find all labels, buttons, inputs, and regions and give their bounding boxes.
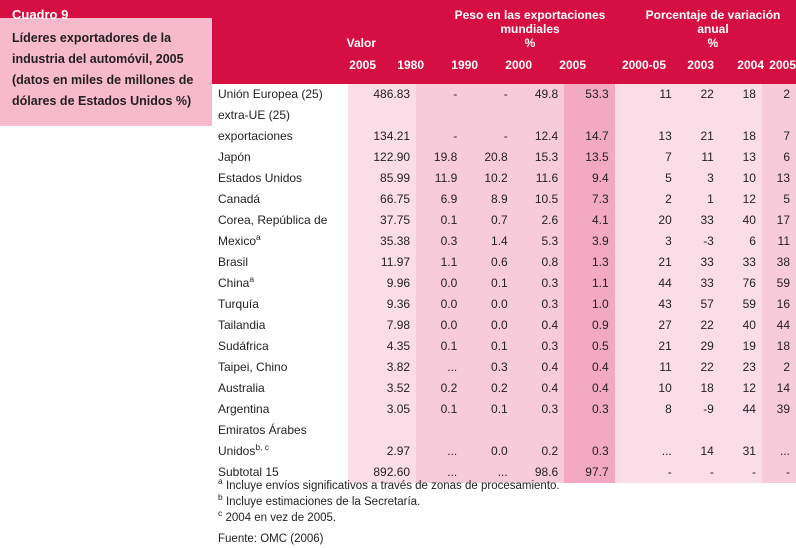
cell-value: 16 [762, 294, 796, 315]
cell-value: 3.52 [348, 378, 416, 399]
header-col-1980: 1980 [397, 58, 424, 72]
header-value-label: Valor [346, 36, 376, 50]
cell-value: 6.9 [416, 189, 463, 210]
row-label: Argentina [212, 399, 348, 420]
header-col-2005-annual: 2005 [769, 58, 796, 72]
cell-value: 21 [678, 126, 720, 147]
cell-spacer [514, 420, 564, 441]
cell-value: 0.0 [463, 294, 513, 315]
row-label: Mexico$^a$ [212, 231, 348, 252]
cell-value: - [463, 126, 513, 147]
cell-value: 12.4 [514, 126, 564, 147]
cell-value: 486.83 [348, 84, 416, 105]
cell-value: 0.3 [514, 294, 564, 315]
cell-value: 66.75 [348, 189, 416, 210]
cell-value: 20.8 [463, 147, 513, 168]
cell-value: 37.75 [348, 210, 416, 231]
cell-value: 1 [678, 189, 720, 210]
row-label: Australia [212, 378, 348, 399]
cell-value: 0.3 [564, 441, 614, 462]
cell-value: 1.1 [564, 273, 614, 294]
cell-value: 18 [720, 84, 762, 105]
cell-value: 0.9 [564, 315, 614, 336]
cell-value: 19 [720, 336, 762, 357]
cell-spacer [720, 105, 762, 126]
row-label: Subtotal 15 [212, 462, 348, 483]
cell-spacer [720, 420, 762, 441]
header-col-2000: 2000 [505, 58, 532, 72]
cell-value: 59 [762, 273, 796, 294]
cell-value: 33 [678, 210, 720, 231]
cell-value: 0.3 [463, 357, 513, 378]
cell-value: 0.2 [463, 378, 513, 399]
cell-value: 23 [720, 357, 762, 378]
cell-value: 0.4 [564, 357, 614, 378]
cell-value: 6 [720, 231, 762, 252]
row-label: Estados Unidos [212, 168, 348, 189]
cell-value: 7 [615, 147, 678, 168]
cell-value: 39 [762, 399, 796, 420]
cell-value: - [678, 462, 720, 483]
cell-value: 0.3 [514, 336, 564, 357]
cell-value: 0.1 [463, 336, 513, 357]
footnotes [212, 478, 796, 547]
table-row [212, 315, 796, 336]
cell-value: 0.1 [416, 336, 463, 357]
cell-spacer [348, 105, 416, 126]
cell-value: 0.2 [416, 378, 463, 399]
cell-value: 35.38 [348, 231, 416, 252]
cell-value: 892.60 [348, 462, 416, 483]
cell-spacer [615, 105, 678, 126]
table-row [212, 147, 796, 168]
cell-value: 0.3 [514, 399, 564, 420]
table-row [212, 231, 796, 252]
cell-value: 29 [678, 336, 720, 357]
cell-spacer [678, 420, 720, 441]
cell-value: -9 [678, 399, 720, 420]
cell-spacer [762, 420, 796, 441]
cell-value: 9.96 [348, 273, 416, 294]
cell-value: 1.3 [564, 252, 614, 273]
cell-value: 5 [762, 189, 796, 210]
cell-value: 2 [762, 357, 796, 378]
table-row [212, 441, 796, 462]
table-row [212, 273, 796, 294]
cell-spacer [416, 105, 463, 126]
cell-spacer [514, 105, 564, 126]
table-row [212, 210, 796, 231]
cell-value: 40 [720, 210, 762, 231]
cell-value: 5.3 [514, 231, 564, 252]
cell-value: 1.4 [463, 231, 513, 252]
cell-value: 0.3 [514, 273, 564, 294]
cell-value: 0.0 [463, 315, 513, 336]
cell-value: 5 [615, 168, 678, 189]
cell-value: 40 [720, 315, 762, 336]
table-caption: Líderes exportadores de la industria del automóvil, 2005 (datos en miles de millones de dólares de Estados Unidos %) [0, 18, 212, 126]
cell-value: 0.4 [514, 378, 564, 399]
header-col-1990: 1990 [451, 58, 478, 72]
cell-value: - [463, 84, 513, 105]
table-row [212, 126, 796, 147]
cell-value: 0.3 [416, 231, 463, 252]
cell-value: 3.9 [564, 231, 614, 252]
cell-value: 44 [720, 399, 762, 420]
cell-value: 3.82 [348, 357, 416, 378]
cell-value: 2 [762, 84, 796, 105]
cell-value: 0.1 [416, 399, 463, 420]
cell-value: 53.3 [564, 84, 614, 105]
header-group-annual-change-pct: % [707, 36, 719, 50]
cell-value: 1.0 [564, 294, 614, 315]
row-label: Turquía [212, 294, 348, 315]
cell-value: 2 [615, 189, 678, 210]
cell-value: 22 [678, 357, 720, 378]
cell-value: 7.98 [348, 315, 416, 336]
table-row [212, 399, 796, 420]
cell-value: 13.5 [564, 147, 614, 168]
table-row-continuation [212, 105, 796, 126]
cell-value: 134.21 [348, 126, 416, 147]
cell-value: 18 [720, 126, 762, 147]
cell-value: 9.36 [348, 294, 416, 315]
source-line [212, 526, 796, 547]
table-number: Cuadro 9 [0, 0, 212, 18]
cell-value: 18 [762, 336, 796, 357]
cell-value: 13 [615, 126, 678, 147]
cell-value: 4.35 [348, 336, 416, 357]
cell-value: 10 [720, 168, 762, 189]
cell-value: 0.3 [564, 399, 614, 420]
cell-spacer [416, 420, 463, 441]
cell-value: 20 [615, 210, 678, 231]
source-organization: OMC [260, 533, 288, 545]
cell-value: 0.0 [416, 315, 463, 336]
cell-value: 18 [678, 378, 720, 399]
table-row [212, 252, 796, 273]
row-label: Taipei, Chino [212, 357, 348, 378]
cell-value: ... [416, 357, 463, 378]
cell-value: 44 [615, 273, 678, 294]
cell-spacer [463, 105, 513, 126]
cell-value: 11 [678, 147, 720, 168]
row-label: China$^a$ [212, 273, 348, 294]
cell-value: 9.4 [564, 168, 614, 189]
cell-value: 10.2 [463, 168, 513, 189]
cell-value: - [762, 462, 796, 483]
header-group-world-share-pct: % [524, 36, 536, 50]
cell-value: 7.3 [564, 189, 614, 210]
cell-value: 0.2 [514, 441, 564, 462]
table-row [212, 189, 796, 210]
cell-value: ... [762, 441, 796, 462]
cell-value: 33 [720, 252, 762, 273]
cell-value: 0.8 [514, 252, 564, 273]
cell-value: - [615, 462, 678, 483]
cell-value: 15.3 [514, 147, 564, 168]
cell-value: 3.05 [348, 399, 416, 420]
cell-value: 27 [615, 315, 678, 336]
cell-value: - [720, 462, 762, 483]
cell-value: 8.9 [463, 189, 513, 210]
cell-value: 12 [720, 189, 762, 210]
cell-value: 76 [720, 273, 762, 294]
cell-spacer [463, 420, 513, 441]
cell-value: 0.5 [564, 336, 614, 357]
row-label: Unión Europea (25) [212, 84, 348, 105]
cell-value: 4.1 [564, 210, 614, 231]
cell-value: 3 [615, 231, 678, 252]
cell-value: 6 [762, 147, 796, 168]
table-row [212, 357, 796, 378]
source-label: Fuente: [218, 533, 257, 545]
table-row [212, 378, 796, 399]
cell-value: 11 [762, 231, 796, 252]
cell-value: 11 [615, 357, 678, 378]
header-col-value-2005: 2005 [349, 58, 376, 72]
cell-value: 0.4 [564, 378, 614, 399]
header-col-2000-05: 2000-05 [621, 58, 666, 72]
cell-value: 0.7 [463, 210, 513, 231]
row-label: Corea, República de [212, 210, 348, 231]
cell-value: 85.99 [348, 168, 416, 189]
cell-value: 2.6 [514, 210, 564, 231]
cell-value: 49.8 [514, 84, 564, 105]
cell-value: 11.6 [514, 168, 564, 189]
footnote-b: $^b$ Incluye estimaciones de la Secretaría. [218, 492, 421, 508]
cell-value: 0.4 [514, 315, 564, 336]
cell-value: ... [615, 441, 678, 462]
cell-value: 22 [678, 315, 720, 336]
cell-value: 0.4 [514, 357, 564, 378]
cell-value: 17 [762, 210, 796, 231]
footnote-c: $^c$ 2004 en vez de 2005. [218, 508, 337, 524]
cell-value: 13 [720, 147, 762, 168]
source-year: (2006) [290, 533, 324, 545]
footnote-a: $^a$ Incluye envíos significativos a través de zonas de procesamiento. [218, 476, 560, 492]
cell-value: 10.5 [514, 189, 564, 210]
cell-value: 0.1 [416, 210, 463, 231]
row-label: Sudáfrica [212, 336, 348, 357]
cell-value: 22 [678, 84, 720, 105]
header-group-annual-change: Porcentaje de variación anual [645, 8, 781, 36]
table-header-band [212, 0, 796, 84]
cell-value: -3 [678, 231, 720, 252]
cell-value: 14 [678, 441, 720, 462]
cell-value: 12 [720, 378, 762, 399]
cell-value: 7 [762, 126, 796, 147]
cell-value: 33 [678, 273, 720, 294]
cell-value: 14 [762, 378, 796, 399]
row-label-first-line: extra-UE (25) [212, 105, 348, 126]
cell-value: 1.1 [416, 252, 463, 273]
cell-value: 13 [762, 168, 796, 189]
cell-value: 33 [678, 252, 720, 273]
cell-value: 97.7 [564, 462, 614, 483]
row-label: Unidos$^{b, c}$ [212, 441, 348, 462]
header-col-2005-share: 2005 [559, 58, 586, 72]
row-label: Japón [212, 147, 348, 168]
table-row [212, 294, 796, 315]
cell-value: 21 [615, 252, 678, 273]
table-row-continuation [212, 420, 796, 441]
cell-spacer [348, 420, 416, 441]
cell-value: 31 [720, 441, 762, 462]
header-col-2004: 2004 [737, 58, 764, 72]
header-col-2003: 2003 [687, 58, 714, 72]
cell-value: 11.97 [348, 252, 416, 273]
cell-spacer [615, 420, 678, 441]
cell-spacer [564, 105, 614, 126]
row-label: exportaciones [212, 126, 348, 147]
cell-value: 57 [678, 294, 720, 315]
cell-value: 59 [720, 294, 762, 315]
cell-value: 10 [615, 378, 678, 399]
cell-value: 0.0 [416, 294, 463, 315]
cell-spacer [762, 105, 796, 126]
cell-value: ... [416, 441, 463, 462]
cell-value: 38 [762, 252, 796, 273]
table-row [212, 84, 796, 105]
cell-value: 0.0 [416, 273, 463, 294]
cell-value: ... [416, 462, 463, 483]
cell-value: 2.97 [348, 441, 416, 462]
row-label-first-line: Emiratos Árabes [212, 420, 348, 441]
row-label: Brasil [212, 252, 348, 273]
cell-value: 14.7 [564, 126, 614, 147]
cell-value: 21 [615, 336, 678, 357]
cell-value: 3 [678, 168, 720, 189]
cell-spacer [564, 420, 614, 441]
cell-value: 0.1 [463, 273, 513, 294]
cell-value: 11.9 [416, 168, 463, 189]
cell-value: 44 [762, 315, 796, 336]
cell-value: 43 [615, 294, 678, 315]
cell-value: 98.6 [514, 462, 564, 483]
header-group-world-share: Peso en las exportaciones mundiales [454, 8, 606, 36]
cell-value: 11 [615, 84, 678, 105]
cell-value: 122.90 [348, 147, 416, 168]
cell-value: - [416, 84, 463, 105]
cell-spacer [678, 105, 720, 126]
row-label: Canadá [212, 189, 348, 210]
table-row [212, 336, 796, 357]
cell-value: 0.0 [463, 441, 513, 462]
row-label: Tailandia [212, 315, 348, 336]
data-table [212, 84, 796, 483]
cell-value: ... [463, 462, 513, 483]
table-body [212, 84, 796, 483]
cell-value: 0.1 [463, 399, 513, 420]
table-row [212, 168, 796, 189]
cell-value: 19.8 [416, 147, 463, 168]
caption-column [0, 0, 212, 126]
cell-value: - [416, 126, 463, 147]
cell-value: 8 [615, 399, 678, 420]
cell-value: 0.6 [463, 252, 513, 273]
